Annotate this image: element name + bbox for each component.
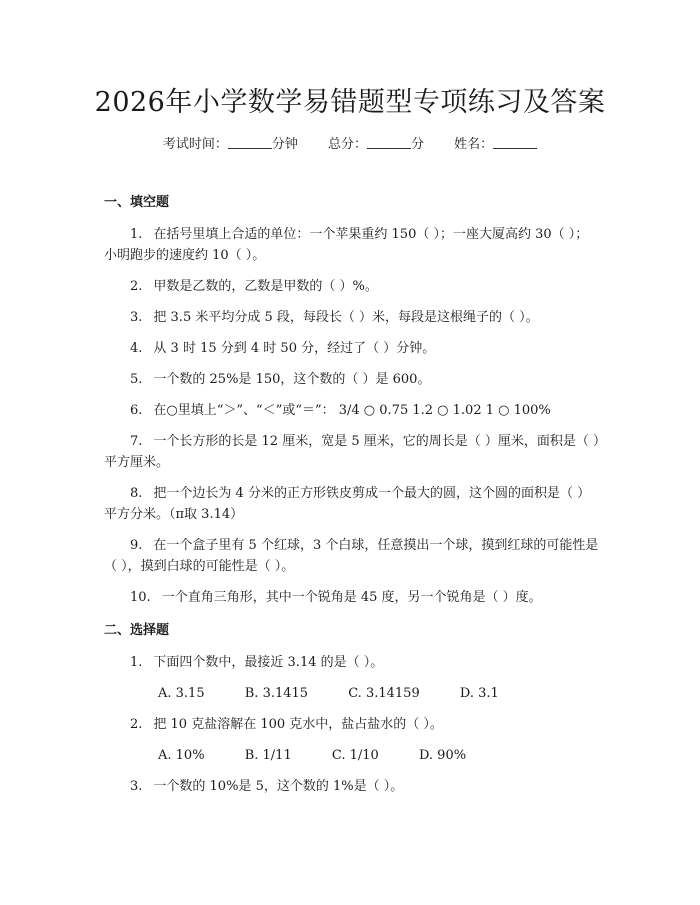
- question-number: 1.: [130, 655, 143, 670]
- question-text: 把一个边长为 4 分米的正方形铁皮剪成一个最大的圆，这个圆的面积是（ ）平方分米。（π取 3.14）: [104, 486, 591, 522]
- question-text: 一个直角三角形，其中一个锐角是 45 度，另一个锐角是（ ）度。: [161, 590, 542, 605]
- fill-question-5: [104, 369, 600, 390]
- question-number: 1.: [130, 227, 143, 242]
- question-number: 10.: [130, 590, 151, 605]
- choice-options-2: [104, 745, 600, 766]
- section-heading-multiple-choice: 二、选择题: [104, 623, 170, 638]
- question-text: 把 10 克盐溶解在 100 克水中，盐占盐水的（ ）。: [153, 717, 443, 732]
- option-c[interactable]: C. 1/10: [331, 748, 379, 763]
- exam-time-field: [163, 133, 298, 152]
- fill-question-1: [104, 224, 600, 266]
- choice-options-1: [104, 683, 600, 704]
- option-b[interactable]: B. 3.1415: [244, 686, 309, 701]
- question-text: 一个数的 25%是 150，这个数的（ ）是 600。: [153, 372, 431, 387]
- name-blank[interactable]: [493, 137, 537, 149]
- question-number: 3.: [130, 310, 143, 325]
- choice-question-3: [104, 776, 600, 797]
- page-title: 2026年小学数学易错题型专项练习及答案: [94, 87, 606, 118]
- total-score-unit: 分: [411, 137, 425, 152]
- total-score-field: [328, 133, 424, 152]
- fill-question-7: [104, 431, 600, 473]
- question-text: 把 3.5 米平均分成 5 段，每段长（ ）米，每段是这根绳子的（ ）。: [153, 310, 539, 325]
- question-text: 在一个盒子里有 5 个红球，3 个白球，任意摸出一个球，摸到红球的可能性是（ ），摸到白球的可能性是（ ）。: [104, 538, 599, 574]
- option-c[interactable]: C. 3.14159: [348, 686, 420, 701]
- fill-question-3: [104, 307, 600, 328]
- question-number: 4.: [130, 341, 143, 356]
- question-number: 9.: [130, 538, 143, 553]
- question-number: 2.: [130, 717, 143, 732]
- fill-question-4: [104, 338, 600, 359]
- option-b[interactable]: B. 1/11: [244, 748, 292, 763]
- total-score-label: 总分：: [327, 137, 367, 152]
- option-d[interactable]: D. 3.1: [459, 686, 499, 701]
- fill-question-8: [104, 483, 600, 525]
- question-number: 2.: [130, 279, 143, 294]
- total-score-blank[interactable]: [367, 137, 411, 149]
- choice-question-1: [104, 652, 600, 673]
- question-number: 7.: [130, 434, 143, 449]
- fill-question-2: [104, 276, 600, 297]
- question-text: 下面四个数中，最接近 3.14 的是（ ）。: [153, 655, 384, 670]
- exam-content: [104, 192, 600, 807]
- exam-time-label: 考试时间：: [162, 137, 228, 152]
- exam-time-blank[interactable]: [228, 137, 272, 149]
- fill-question-6: [104, 400, 600, 421]
- question-text: 一个长方形的长是 12 厘米，宽是 5 厘米，它的周长是（ ）厘米，面积是（ ）平方厘米。: [104, 434, 600, 470]
- section-heading-fill-in: 一、填空题: [104, 195, 170, 210]
- name-field: [454, 133, 537, 152]
- fill-question-9: [104, 535, 600, 577]
- question-number: 8.: [130, 486, 143, 501]
- option-a[interactable]: A. 10%: [158, 748, 205, 763]
- exam-time-unit: 分钟: [271, 137, 298, 152]
- question-text: 从 3 时 15 分到 4 时 50 分，经过了（ ）分钟。: [153, 341, 436, 356]
- fill-question-10: [104, 587, 600, 608]
- name-label: 姓名：: [454, 137, 494, 152]
- option-d[interactable]: D. 90%: [418, 748, 467, 763]
- question-number: 3.: [130, 779, 143, 794]
- choice-question-2: [104, 714, 600, 735]
- question-text: 在括号里填上合适的单位：一个苹果重约 150（ ）；一座大厦高约 30（ ）；小明跑步的速度约 10（ ）。: [104, 227, 589, 263]
- question-number: 6.: [130, 403, 143, 418]
- exam-meta: [0, 133, 700, 152]
- question-text: 在○里填上“＞”、“＜”或“＝”： 3/4 ○ 0.75 1.2 ○ 1.02 1 ○ 100%: [153, 403, 551, 418]
- question-text: 一个数的 10%是 5，这个数的 1%是（ ）。: [153, 779, 404, 794]
- question-number: 5.: [130, 372, 143, 387]
- option-a[interactable]: A. 3.15: [158, 686, 205, 701]
- question-text: 甲数是乙数的，乙数是甲数的（ ）%。: [153, 279, 378, 294]
